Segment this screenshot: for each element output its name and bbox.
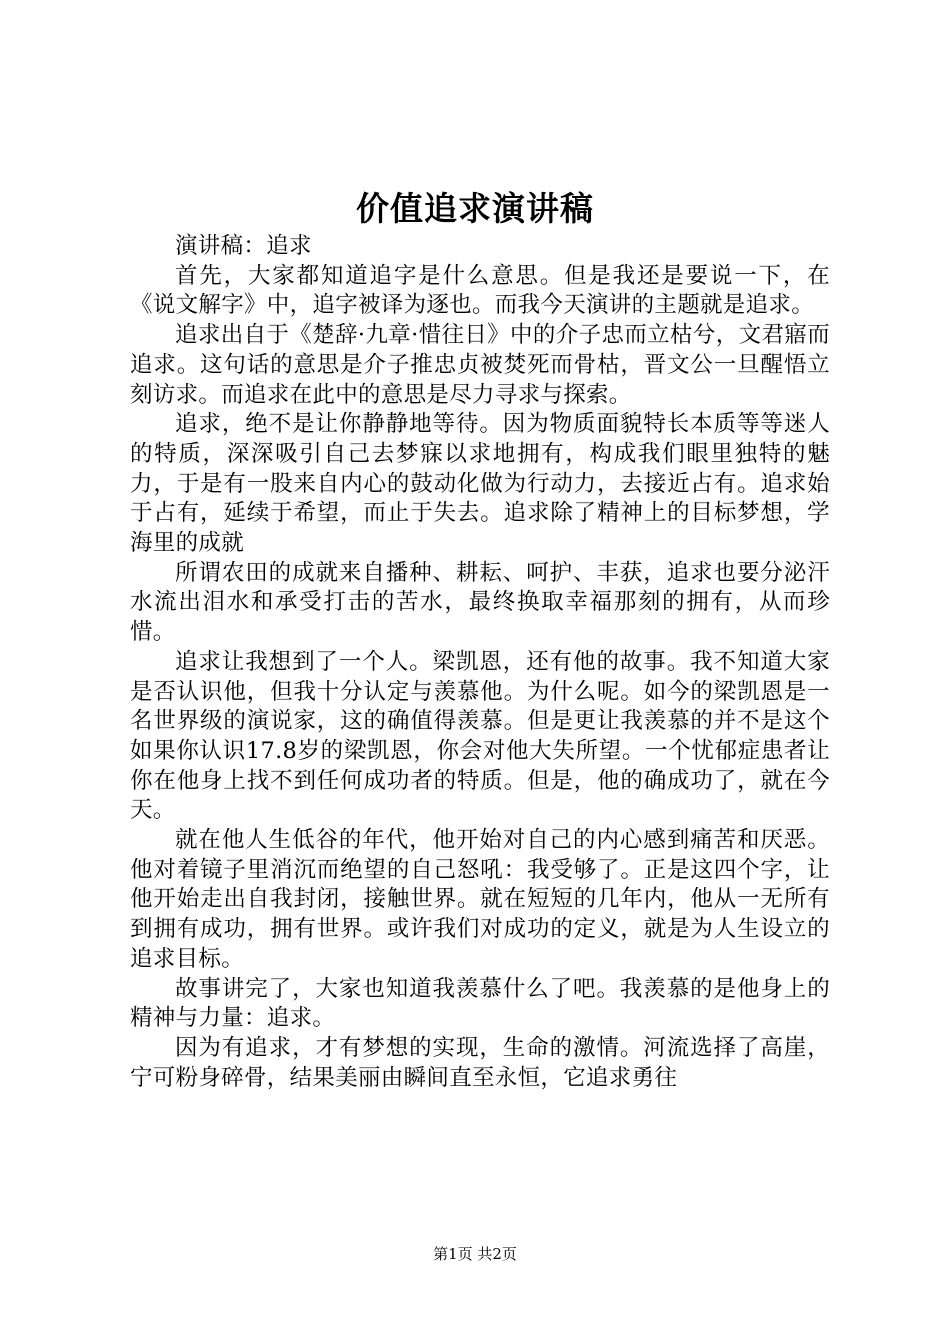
page-footer: 第1页 共2页 bbox=[433, 1245, 517, 1263]
paragraph: 追求让我想到了一个人。梁凯恩，还有他的故事。我不知道大家是否认识他，但我十分认定与羡慕他。为什么呢。如今的梁凯恩是一名世界级的演说家，这的确值得羡慕。但是更让我羡慕的并不是这个如果你认识17.8岁的梁凯恩，你会对他大失所望。一个忧郁症患者让你在他身上找不到任何成功者的特质。但是，他的确成功了，就在今天。 bbox=[130, 648, 830, 824]
document-title: 价值追求演讲稿 bbox=[356, 189, 594, 228]
paragraph-subtitle: 演讲稿：追求 bbox=[175, 233, 312, 259]
paragraph: 追求，绝不是让你静静地等待。因为物质面貌特长本质等等迷人的特质，深深吸引自己去梦寐以求地拥有，构成我们眼里独特的魅力，于是有一股来自内心的鼓动化做为行动力，去接近占有。追求始于占有，延续于希望，而止于失去。追求除了精神上的目标梦想，学海里的成就 bbox=[130, 411, 830, 557]
paragraph: 追求出自于《楚辞·九章·惜往日》中的介子忠而立枯兮，文君寤而追求。这句话的意思是介子推忠贞被焚死而骨枯，晋文公一旦醒悟立刻访求。而追求在此中的意思是尽力寻求与探索。 bbox=[130, 322, 830, 408]
paragraph: 就在他人生低谷的年代，他开始对自己的内心感到痛苦和厌恶。他对着镜子里消沉而绝望的自己怒吼：我受够了。正是这四个字，让他开始走出自我封闭，接触世界。就在短短的几年内，他从一无所有到拥有成功，拥有世界。或许我们对成功的定义，就是为人生设立的追求目标。 bbox=[130, 827, 830, 972]
paragraph: 首先，大家都知道追字是什么意思。但是我还是要说一下，在《说文解字》中，追字被译为逐也。而我今天演讲的主题就是追求。 bbox=[130, 262, 830, 319]
paragraph: 故事讲完了，大家也知道我羡慕什么了吧。我羡慕的是他身上的精神与力量：追求。 bbox=[130, 975, 830, 1032]
paragraph: 因为有追求，才有梦想的实现，生命的激情。河流选择了高崖，宁可粉身碎骨，结果美丽由瞬间直至永恒，它追求勇往 bbox=[130, 1034, 830, 1091]
paragraph: 所谓农田的成就来自播种、耕耘、呵护、丰获，追求也要分泌汗水流出泪水和承受打击的苦水，最终换取幸福那刻的拥有，从而珍惜。 bbox=[130, 559, 830, 646]
document-body bbox=[130, 232, 830, 1093]
